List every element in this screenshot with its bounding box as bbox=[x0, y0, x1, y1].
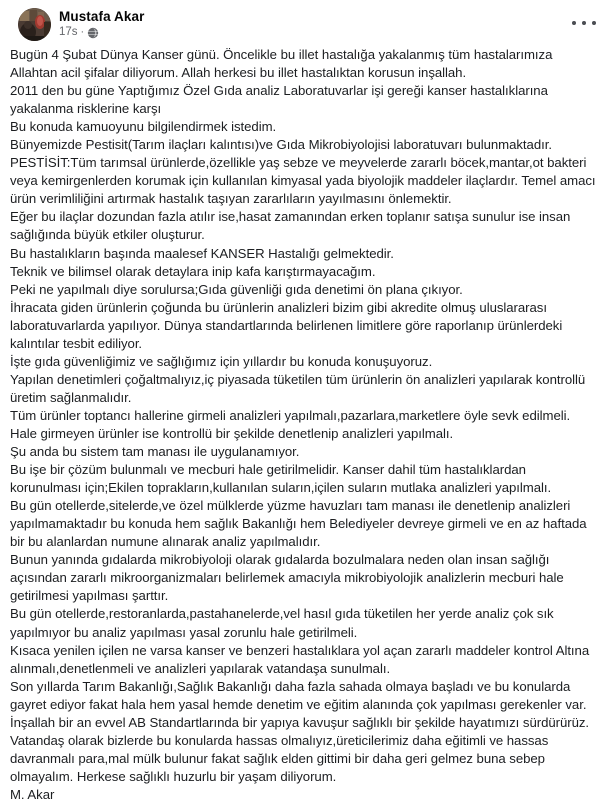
post-paragraph: Tüm ürünler toptancı hallerine girmeli analizleri yapılmalı,pazarlara,marketlere öyle sevk edilmeli. bbox=[10, 407, 571, 423]
meta-separator: · bbox=[80, 26, 85, 38]
post-paragraph: Bu gün otellerde,restoranlarda,pastahanelerde,vel hasıl gıda tüketilen her yerde analiz çok sık yapılmıyor bu analiz yapılması yasal zorunlu hale getirilmeli. bbox=[10, 606, 554, 640]
post-paragraph: Bünyemizde Pestisit(Tarım ilaçları kalıntısı)ve Gıda Mikrobiyolojisi laboratuvarı bulunmaktadır. bbox=[10, 137, 552, 153]
profile-photo-icon bbox=[18, 8, 51, 41]
post-paragraph: Bu işe bir çözüm bulunmalı ve mecburi hale getirilmelidir. Kanser dahil tüm hastalıklardan korunulması için;Ekilen toprakların,kullanılan suların,içilen suların mutlaka analizleri yapılmalı. bbox=[10, 462, 552, 496]
post-paragraph: Bu konuda kamuoyunu bilgilendirmek istedim. bbox=[10, 119, 277, 135]
post-paragraph: Şu anda bu sistem tam manası ile uygulanamıyor. bbox=[10, 444, 300, 460]
ellipsis-dot bbox=[592, 21, 596, 25]
post-paragraph: Teknik ve bilimsel olarak detaylara inip kafa karıştırmayacağım. bbox=[10, 263, 376, 279]
post-body bbox=[0, 40, 610, 804]
post-paragraph: İşte gıda güvenliğimiz ve sağlığımız için yıllardır bu konuda konuşuyoruz. bbox=[10, 353, 433, 369]
author-name[interactable]: Mustafa Akar bbox=[59, 9, 145, 24]
post-paragraph: İhracata giden ürünlerin çoğunda bu ürünlerin analizleri bizim gibi akredite olmuş uluslararası laboratuvarlarda yapılıyor. Dünya standartlarında belirlenen limitlere göre raporlanıp ürünlerdeki kalıntılar tesbit ediliyor. bbox=[10, 299, 563, 351]
post-paragraph: Peki ne yapılmalı diye sorulursa;Gıda güvenliği gıda denetimi ön plana çıkıyor. bbox=[10, 281, 463, 297]
post-paragraph: Kısaca yenilen içilen ne varsa kanser ve benzeri hastalıklara yol açan zararlı maddeler kontrol Altına alınmalı,denetlenmeli ve analizleri yapılarak vatandaşa sunulmalı. bbox=[10, 642, 590, 676]
post-paragraph: Yapılan denetimleri çoğaltmalıyız,iç piyasada tüketilen tüm ürünlerin ön analizleri yapılarak kontrollü üretim sağlanmalıdır. bbox=[10, 371, 586, 405]
ellipsis-dot bbox=[582, 21, 586, 25]
post-meta bbox=[59, 26, 144, 39]
post-paragraph: Bu gün otellerde,sitelerde,ve özel mülklerde yüzme havuzları tam manası ile denetlenip analizleri yapılmamaktadır bu konuda hem sağlık Bakanlığı hem Belediyeler devreye girmeli ve en az haftada bir bu alanlardan numune alınarak analiz yapılmalıdır. bbox=[10, 498, 587, 550]
post-paragraph: PESTİSİT:Tüm tarımsal ürünlerde,özellikle yaş sebze ve meyvelerde zararlı böcek,mantar,ot bakteri veya kemirgenlerden korumak için kullanılan kimyasal yada biyolojik maddeler ilaçlardır. Temel amacı ürün verimliliğini artırmak hastalık taşıyan zararlıların yayılmasını önlemektir. bbox=[10, 155, 596, 207]
post-header bbox=[0, 0, 610, 40]
post-paragraph: Son yıllarda Tarım Bakanlığı,Sağlık Bakanlığı daha fazla sahada olmaya başladı ve bu konularda gayret ediyor fakat hala hem yasal hemde denetim ve eğitim alanında çok yapılması gerekenler var. İnşallah bir an evvel AB Standartlarında bir yapıya kavuşur sağlıklı bir şekilde hayatımızı sürdürürüz. Vatandaş olarak bizlerde bu konularda hassas olmalıyız,üreticilerimiz daha eğitimli ve hassas davranmalı para,mal mülk bulunur fakat sağlık elden gittimi bir daha geri gelmez buna sebep olmayalım. Herkese sağlıklı huzurlu bir yaşam diliyorum. bbox=[10, 678, 590, 784]
post-signature: M. Akar bbox=[10, 786, 55, 802]
globe-icon[interactable] bbox=[87, 27, 99, 39]
header-text bbox=[59, 8, 144, 39]
post-paragraph: Bu hastalıkların başında maalesef KANSER Hastalığı gelmektedir. bbox=[10, 245, 394, 261]
post-paragraph: Bugün 4 Şubat Dünya Kanser günü. Öncelikle bu illet hastalığa yakalanmış tüm hastalarımıza Allahtan acil şifalar diliyorum. Allah herkesi bu illet hastalıktan korusun inşallah. bbox=[10, 47, 553, 81]
post-paragraph: Eğer bu ilaçlar dozundan fazla atılır ise,hasat zamanından erken toplanır satışa sunulur ise insan sağlığında büyük etkiler oluşturur. bbox=[10, 209, 571, 243]
post-paragraph: Bunun yanında gıdalarda mikrobiyoloji olarak gıdalarda bozulmalara neden olan insan sağlığı açısından zararlı mikroorganizmaları belirlemek amacıyla mikrobiyolojik analizlerin mecburi hale getirilmesi yapılması şarttır. bbox=[10, 552, 564, 604]
post-timestamp[interactable]: 17s bbox=[59, 26, 78, 38]
ellipsis-dot bbox=[572, 21, 576, 25]
more-options-button[interactable] bbox=[572, 16, 596, 30]
post-paragraph: 2011 den bu güne Yaptığımız Özel Gıda analiz Laboratuvarlar işi gereği kanser hastalıklarına yakalanma risklerine karşı bbox=[10, 83, 548, 117]
post-paragraph: Hale girmeyen ürünler ise kontrollü bir şekilde denetlenip analizleri yapılmalı. bbox=[10, 425, 454, 441]
avatar[interactable] bbox=[18, 8, 51, 41]
